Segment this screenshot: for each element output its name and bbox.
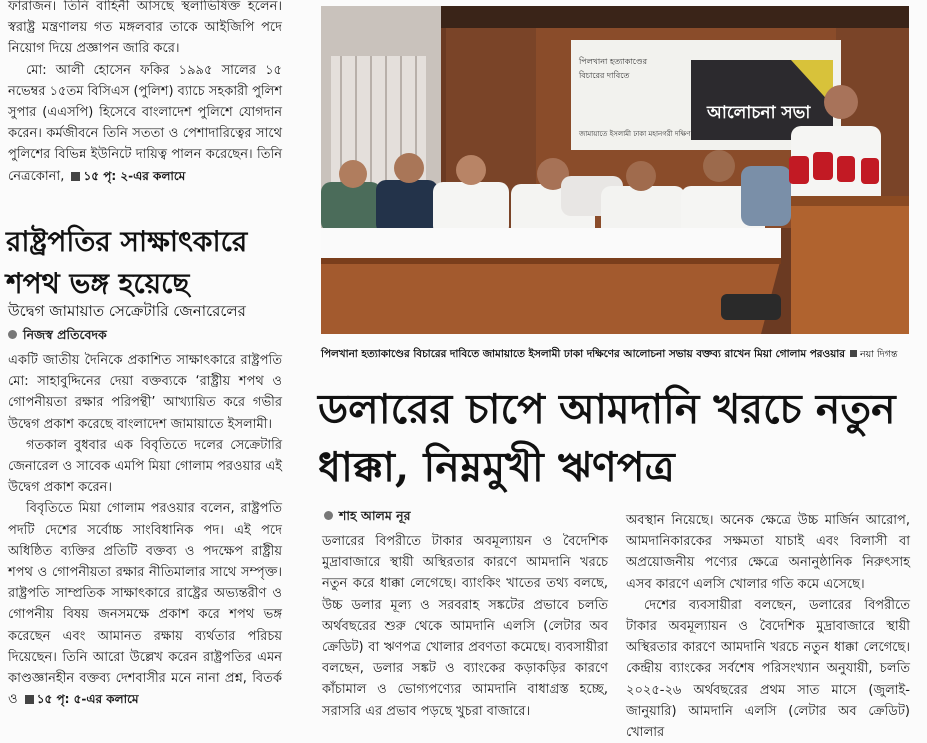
- subheadline-left: উদ্বেগ জামায়াত সেক্রেটারি জেনারেলের: [8, 302, 246, 320]
- main-headline: ডলারের চাপে আমদানি খরচে নতুন ধাক্কা, নিম্নমুখী ঋণপত্র: [318, 385, 896, 491]
- main-article-col2: [626, 510, 910, 743]
- headline-left: রাষ্ট্রপতির সাক্ষাৎকারে শপথ ভঙ্গ হয়েছে: [6, 225, 248, 300]
- paragraph: দেশের ব্যবসায়ীরা বলছেন, ডলারের বিপরীতে টাকার অবমূল্যায়ন ও বৈদেশিক মুদ্রাবাজারে স্থায়ী অস্থিরতার কারণে আমদানি খরচে নতুন ধাক্কা লেগেছে। কেন্দ্রীয় ব্যাংকের সর্বশেষ পরিসংখ্যান অনুযায়ী, চলতি ২০২৫-২৬ অর্থবছরের প্রথম সাত মাসে (জুলাই-জানুয়ারি) আমদানি এলসি (লেটার অব ক্রেডিট) খোলার: [626, 597, 910, 741]
- news-photo: [321, 6, 909, 334]
- paragraph: বিবৃতিতে মিয়া গোলাম পরওয়ার বলেন, রাষ্ট্রপতি পদটি দেশের সর্বোচ্চ সাংবিধানিক পদ। এই পদে অধিষ্ঠিত ব্যক্তির প্রতিটি বক্তব্য ও পদক্ষেপ রাষ্ট্রীয় শপথ ও গোপনীয়তা রক্ষার নীতিমালার সাথে সম্পৃক্ত। রাষ্ট্রপতি সাম্প্রতিক সাক্ষাৎকারে রাষ্ট্রের অভ্যন্তরীণ ও গোপনীয় বিষয় জনসমক্ষে প্রকাশ করে শপথ ভঙ্গ করেছেন এবং আমানত রক্ষায় ব্যর্থতার পরিচয় দিয়েছেন। তিনি আরো উল্লেখ করেন রাষ্ট্রপতির এমন কাণ্ডজ্ঞানহীন বক্তব্য দেশবাসীর মনে নানা প্রশ্ন, বিতর্ক ও ১৫ পৃ: ৫-এর কলামে: [8, 501, 282, 708]
- banner-line: জামায়াতে ইসলামী ঢাকা মহানগরী দক্ষিণ: [579, 130, 691, 138]
- left-article-body: [8, 350, 282, 710]
- left-top-story: [8, 0, 282, 187]
- paragraph: অবস্থান নিয়েছে। অনেক ক্ষেত্রে উচ্চ মার্জিন আরোপ, আমদানিকারকের সক্ষমতা যাচাই এবং বিলাসী বা অপ্রয়োজনীয় পণ্যের ক্ষেত্রে অনানুষ্ঠানিক নিরুৎসাহ এসব কারণে এলসি খোলার গতি কমে এসেছে।: [626, 513, 910, 592]
- paragraph: একটি জাতীয় দৈনিকে প্রকাশিত সাক্ষাৎকারে রাষ্ট্রপতি মো: সাহাবুদ্দিনের দেয়া বক্তব্যকে ‘রাষ্ট্রীয় শপথ ও গোপনীয়তা রক্ষার পরিপন্থী’ আখ্যায়িত করে গভীর উদ্বেগ প্রকাশ করেছে বাংলাদেশ জামায়াতে ইসলামী।: [8, 353, 282, 432]
- byline-main: শাহ আলম নূর: [324, 508, 410, 528]
- jump-reference[interactable]: ১৫ পৃ: ২-এর কলামে: [68, 169, 185, 183]
- paragraph: ডলারের বিপরীতে টাকার অবমূল্যায়ন ও বৈদেশিক মুদ্রাবাজারে স্থায়ী অস্থিরতার কারণে আমদানি খরচে নতুন করে ধাক্কা লেগেছে। ব্যাংকিং খাতের তথ্য বলছে, উচ্চ ডলার মূল্য ও সরবরাহ সঙ্কটের প্রভাবে চলতি অর্থবছরের শুরু থেকে আমদানি এলসি (লেটার অব ক্রেডিট) বা ঋণপত্র খোলার প্রবণতা কমেছে। ব্যবসায়ীরা বলছেন, ডলার সঙ্কট ও ব্যাংকের কড়াকড়ির কারণে কাঁচামাল ও ভোগ্যপণ্যের আমদানি বাধাগ্রস্ত হচ্ছে, সরাসরি এর প্রভাব পড়ছে খুচরা বাজারে।: [322, 534, 608, 719]
- paragraph: গতকাল বুধবার এক বিবৃতিতে দলের সেক্রেটারি জেনারেল ও সাবেক এমপি মিয়া গোলাম পরওয়ার এই উদ্বেগ প্রকাশ করেন।: [8, 437, 282, 496]
- paragraph: ফারাজন। তিনি বাহিনী আসছে স্থলাভিষিক্ত হলেন। স্বরাষ্ট্র মন্ত্রণালয় গত মঙ্গলবার তাকে আইজিপি পদে নিয়োগ দিয়ে প্রজ্ঞাপন জারি করে।: [8, 0, 282, 57]
- banner-line: পিলখানা হত্যাকাণ্ডের: [579, 57, 648, 66]
- byline-left: নিজস্ব প্রতিবেদক: [8, 327, 107, 347]
- main-article-col1: [322, 531, 608, 722]
- jump-reference[interactable]: ১৫ পৃ: ৫-এর কলামে: [22, 692, 139, 706]
- photo-source: নয়া দিগন্ত: [860, 349, 898, 360]
- banner-title: আলোচনা সভা: [707, 103, 811, 123]
- photo-illustration: [321, 6, 909, 334]
- banner-line: বিচারের দাবিতে: [579, 71, 630, 80]
- paragraph: মো: আলী হোসেন ফকির ১৯৯৫ সালের ১৫ নভেম্বর ১৫তম বিসিএস (পুলিশ) ব্যাচে সহকারী পুলিশ সুপার (এএসপি) হিসেবে বাংলাদেশ পুলিশে যোগদান করেন। কর্মজীবনে তিনি সততা ও পেশাদারিত্বের সাথে পুলিশের বিভিন্ন ইউনিটে দায়িত্ব পালন করেছেন। তিনি নেত্রকোনা, ১৫ পৃ: ২-এর কলামে: [8, 62, 283, 184]
- photo-caption: পিলখানা হত্যাকাণ্ডের বিচারের দাবিতে জামায়াতে ইসলামী ঢাকা দক্ষিণের আলোচনা সভায় বক্তব্য রাখেন মিয়া গোলাম পরওয়ার নয়া দিগন্ত: [321, 348, 898, 360]
